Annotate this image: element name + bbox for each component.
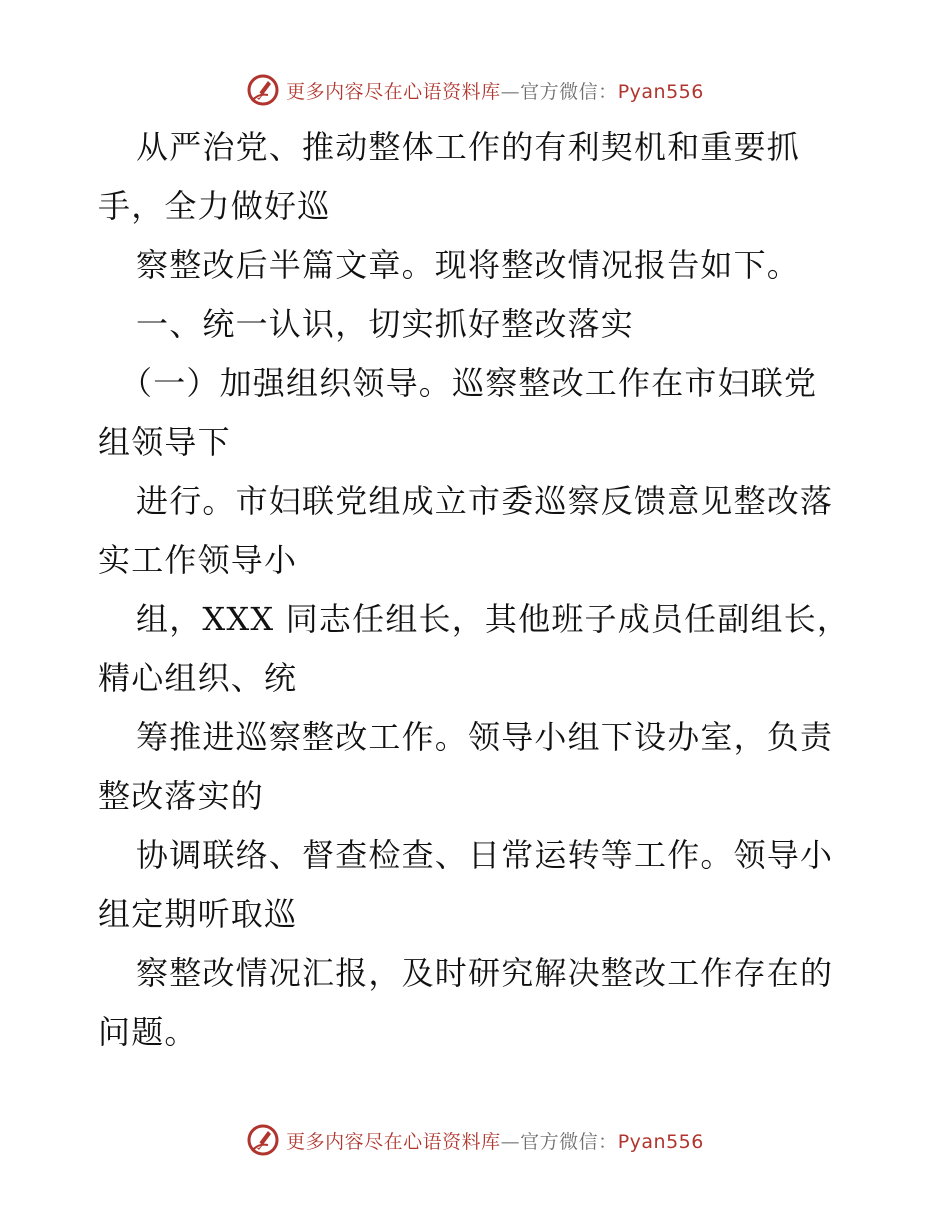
header-wechat-label: 官方微信： — [520, 80, 618, 103]
section-heading: 一、统一认识，切实抓好整改落实 — [136, 305, 635, 343]
footer-dash: — — [500, 1130, 521, 1153]
header-brand-text: 更多内容尽在心语资料库 — [286, 80, 501, 103]
document-body — [98, 118, 858, 1062]
body-line: 从严治党、推动整体工作的有利契机和重要抓 — [136, 128, 801, 166]
body-line: 协调联络、督查检查、日常运转等工作。领导小 — [136, 836, 834, 874]
body-line: 进行。市妇联党组成立市委巡察反馈意见整改落 — [136, 482, 834, 520]
footer-banner — [0, 1120, 950, 1160]
header-banner — [0, 70, 950, 110]
body-line: 精心组织、统 — [98, 659, 298, 697]
body-line: 问题。 — [98, 1013, 198, 1051]
header-dash: — — [500, 80, 521, 103]
body-line: 察整改后半篇文章。现将整改情况报告如下。 — [136, 246, 801, 284]
body-line: 组定期听取巡 — [98, 895, 298, 933]
brand-logo-icon — [246, 73, 280, 107]
footer-brand-text: 更多内容尽在心语资料库 — [286, 1130, 501, 1153]
body-line: 察整改情况汇报，及时研究解决整改工作存在的 — [136, 954, 834, 992]
body-line: （一）加强组织领导。巡察整改工作在市妇联党 — [120, 364, 818, 402]
body-line: 组，XXX 同志任组长，其他班子成员任副组长， — [136, 600, 851, 638]
footer-banner-inner — [246, 1123, 704, 1157]
brand-logo-icon — [246, 1123, 280, 1157]
footer-wechat-label: 官方微信： — [520, 1130, 618, 1153]
header-banner-text — [286, 77, 704, 104]
footer-wechat-id: Pyan556 — [617, 1130, 704, 1153]
body-line: 筹推进巡察整改工作。领导小组下设办室，负责 — [136, 718, 834, 756]
body-line: 整改落实的 — [98, 777, 265, 815]
footer-banner-text — [286, 1127, 704, 1154]
header-wechat-id: Pyan556 — [617, 80, 704, 103]
body-line: 手，全力做好巡 — [98, 187, 331, 225]
body-line: 组领导下 — [98, 423, 231, 461]
body-line: 实工作领导小 — [98, 541, 298, 579]
header-banner-inner — [246, 73, 704, 107]
